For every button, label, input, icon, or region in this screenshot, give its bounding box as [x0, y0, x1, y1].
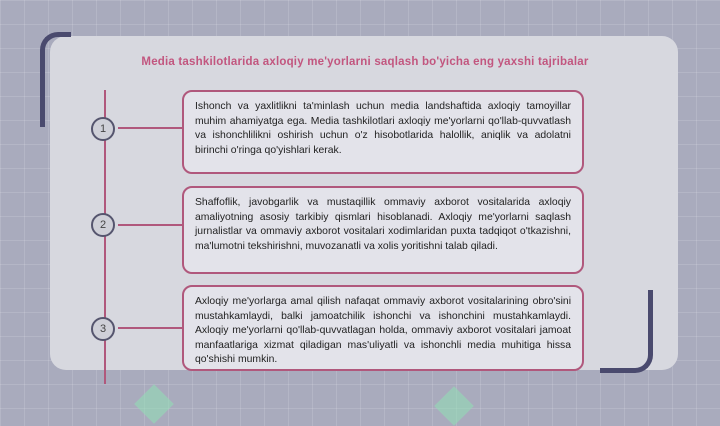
watermark-shape: [134, 384, 174, 424]
step-connector: [118, 224, 184, 226]
corner-bracket-top-left: [40, 32, 71, 127]
step-number-badge: 1: [91, 117, 115, 141]
page-title: Media tashkilotlarida axloqiy me'yorlarni saqlash bo'yicha eng yaxshi tajribalar: [141, 56, 589, 68]
step-connector: [118, 327, 184, 329]
step-text-box: Shaffoflik, javobgarlik va mustaqillik ommaviy axborot vositalarida axloqiy amaliyotning asosiy tarkibiy qismlari hisoblanadi. Axloqiy me'yorlarni saqlash jurnalistlar va ommaviy axborot vositalari xodimlaridan puxta tadqiqot o'tkazishni, ma'lumotni tekshirishni, muvozanatli va xolis yoritishni talab qiladi.: [182, 186, 584, 274]
step-number-badge: 2: [91, 213, 115, 237]
step-connector: [118, 127, 184, 129]
step-number-badge: 3: [91, 317, 115, 341]
watermark-shape: [434, 386, 474, 426]
step-text-box: Axloqiy me'yorlarga amal qilish nafaqat ommaviy axborot vositalarining obro'sini mustahkamlaydi, balki jamoatchilik ishonchi va ishonchini mustahkamlaydi. Axloqiy me'yorlarni qo'llab-quvvatlagan holda, ommaviy axborot vositalari jamoat manfaatlariga xizmat qiladigan mas'uliyatli va ishonchli media muhitiga hissa qo'shishi mumkin.: [182, 285, 584, 371]
step-text-box: Ishonch va yaxlitlikni ta'minlash uchun media landshaftida axloqiy tamoyillar muhim ahamiyatga ega. Media tashkilotlari axloqiy me'yorlarni qo'llab-quvvatlash va ishonchlilikni oshirish uchun o'z hisobotlarida halollik, aniqlik va adolatni birinchi o'ringa qo'yishlari kerak.: [182, 90, 584, 174]
corner-bracket-bottom-right: [600, 290, 653, 373]
